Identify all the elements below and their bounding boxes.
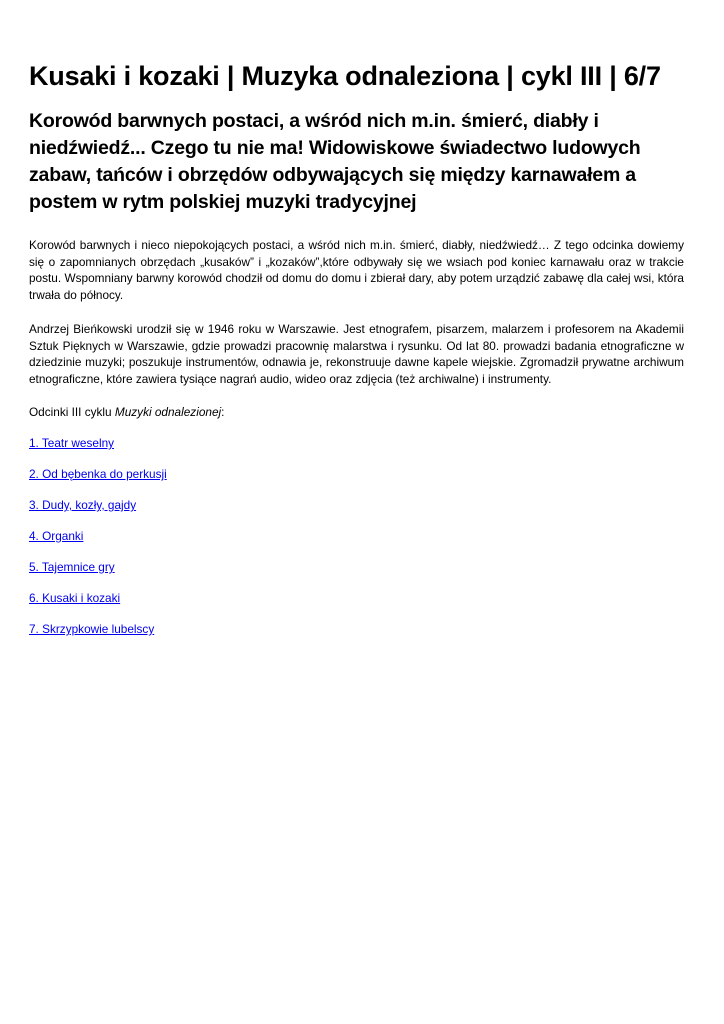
list-item	[29, 497, 684, 514]
episode-link-1[interactable]: 1. Teatr weselny	[29, 436, 115, 450]
list-item	[29, 590, 684, 607]
intro-paragraph: Korowód barwnych i nieco niepokojących postaci, a wśród nich m.in. śmierć, diabły, niedźwiedź… Z tego odcinka dowiemy się o zapomnianych obrzędach „kusaków” i „kozaków”,które odbywały się we wsiach pod koniec karnawału oraz w trakcie postu. Wspomniany barwny korowód chodził od domu do domu i zbierał dary, aby potem urządzić zabawę dla całej wsi, która trwała do północy.	[29, 238, 684, 302]
list-item	[29, 621, 684, 638]
series-name: Muzyki odnalezionej	[114, 405, 222, 419]
episode-link-3[interactable]: 3. Dudy, kozły, gajdy	[29, 498, 137, 512]
list-item	[29, 435, 684, 452]
episode-link-7[interactable]: 7. Skrzypkowie lubelscy	[29, 622, 155, 636]
list-item	[29, 466, 684, 483]
list-item	[29, 528, 684, 545]
episodes-intro-prefix: Odcinki III cyklu	[29, 405, 115, 419]
episode-link-4[interactable]: 4. Organki	[29, 529, 84, 543]
episode-link-2[interactable]: 2. Od bębenka do perkusji	[29, 467, 167, 481]
episode-list	[29, 435, 684, 638]
episode-link-6[interactable]: 6. Kusaki i kozaki	[29, 591, 121, 605]
page-title: Kusaki i kozaki | Muzyka odnaleziona | cykl III | 6/7	[29, 61, 661, 91]
article-subtitle: Korowód barwnych postaci, a wśród nich m.in. śmierć, diabły i niedźwiedź... Czego tu nie ma! Widowiskowe świadectwo ludowych zabaw, tańców i obrzędów odbywających się między karnawałem a postem w rytm polskiej muzyki tradycyjnej	[29, 110, 641, 213]
episodes-intro-suffix: :	[221, 405, 225, 419]
author-bio-paragraph: Andrzej Bieńkowski urodził się w 1946 roku w Warszawie. Jest etnografem, pisarzem, malarzem i profesorem na Akademii Sztuk Pięknych w Warszawie, gdzie prowadzi pracownię malarstwa i rysunku. Od lat 80. prowadzi badania etnograficzne w dziedzinie muzyki; poszukuje instrumentów, odnawia je, rekonstruuje dawne kapele wiejskie. Zgromadził prywatne archiwum etnograficzne, które zawiera tysiące nagrań audio, wideo oraz zdjęcia (też archiwalne) i instrumenty.	[29, 322, 684, 386]
episode-link-5[interactable]: 5. Tajemnice gry	[29, 560, 115, 574]
list-item	[29, 559, 684, 576]
episodes-intro	[29, 404, 684, 421]
